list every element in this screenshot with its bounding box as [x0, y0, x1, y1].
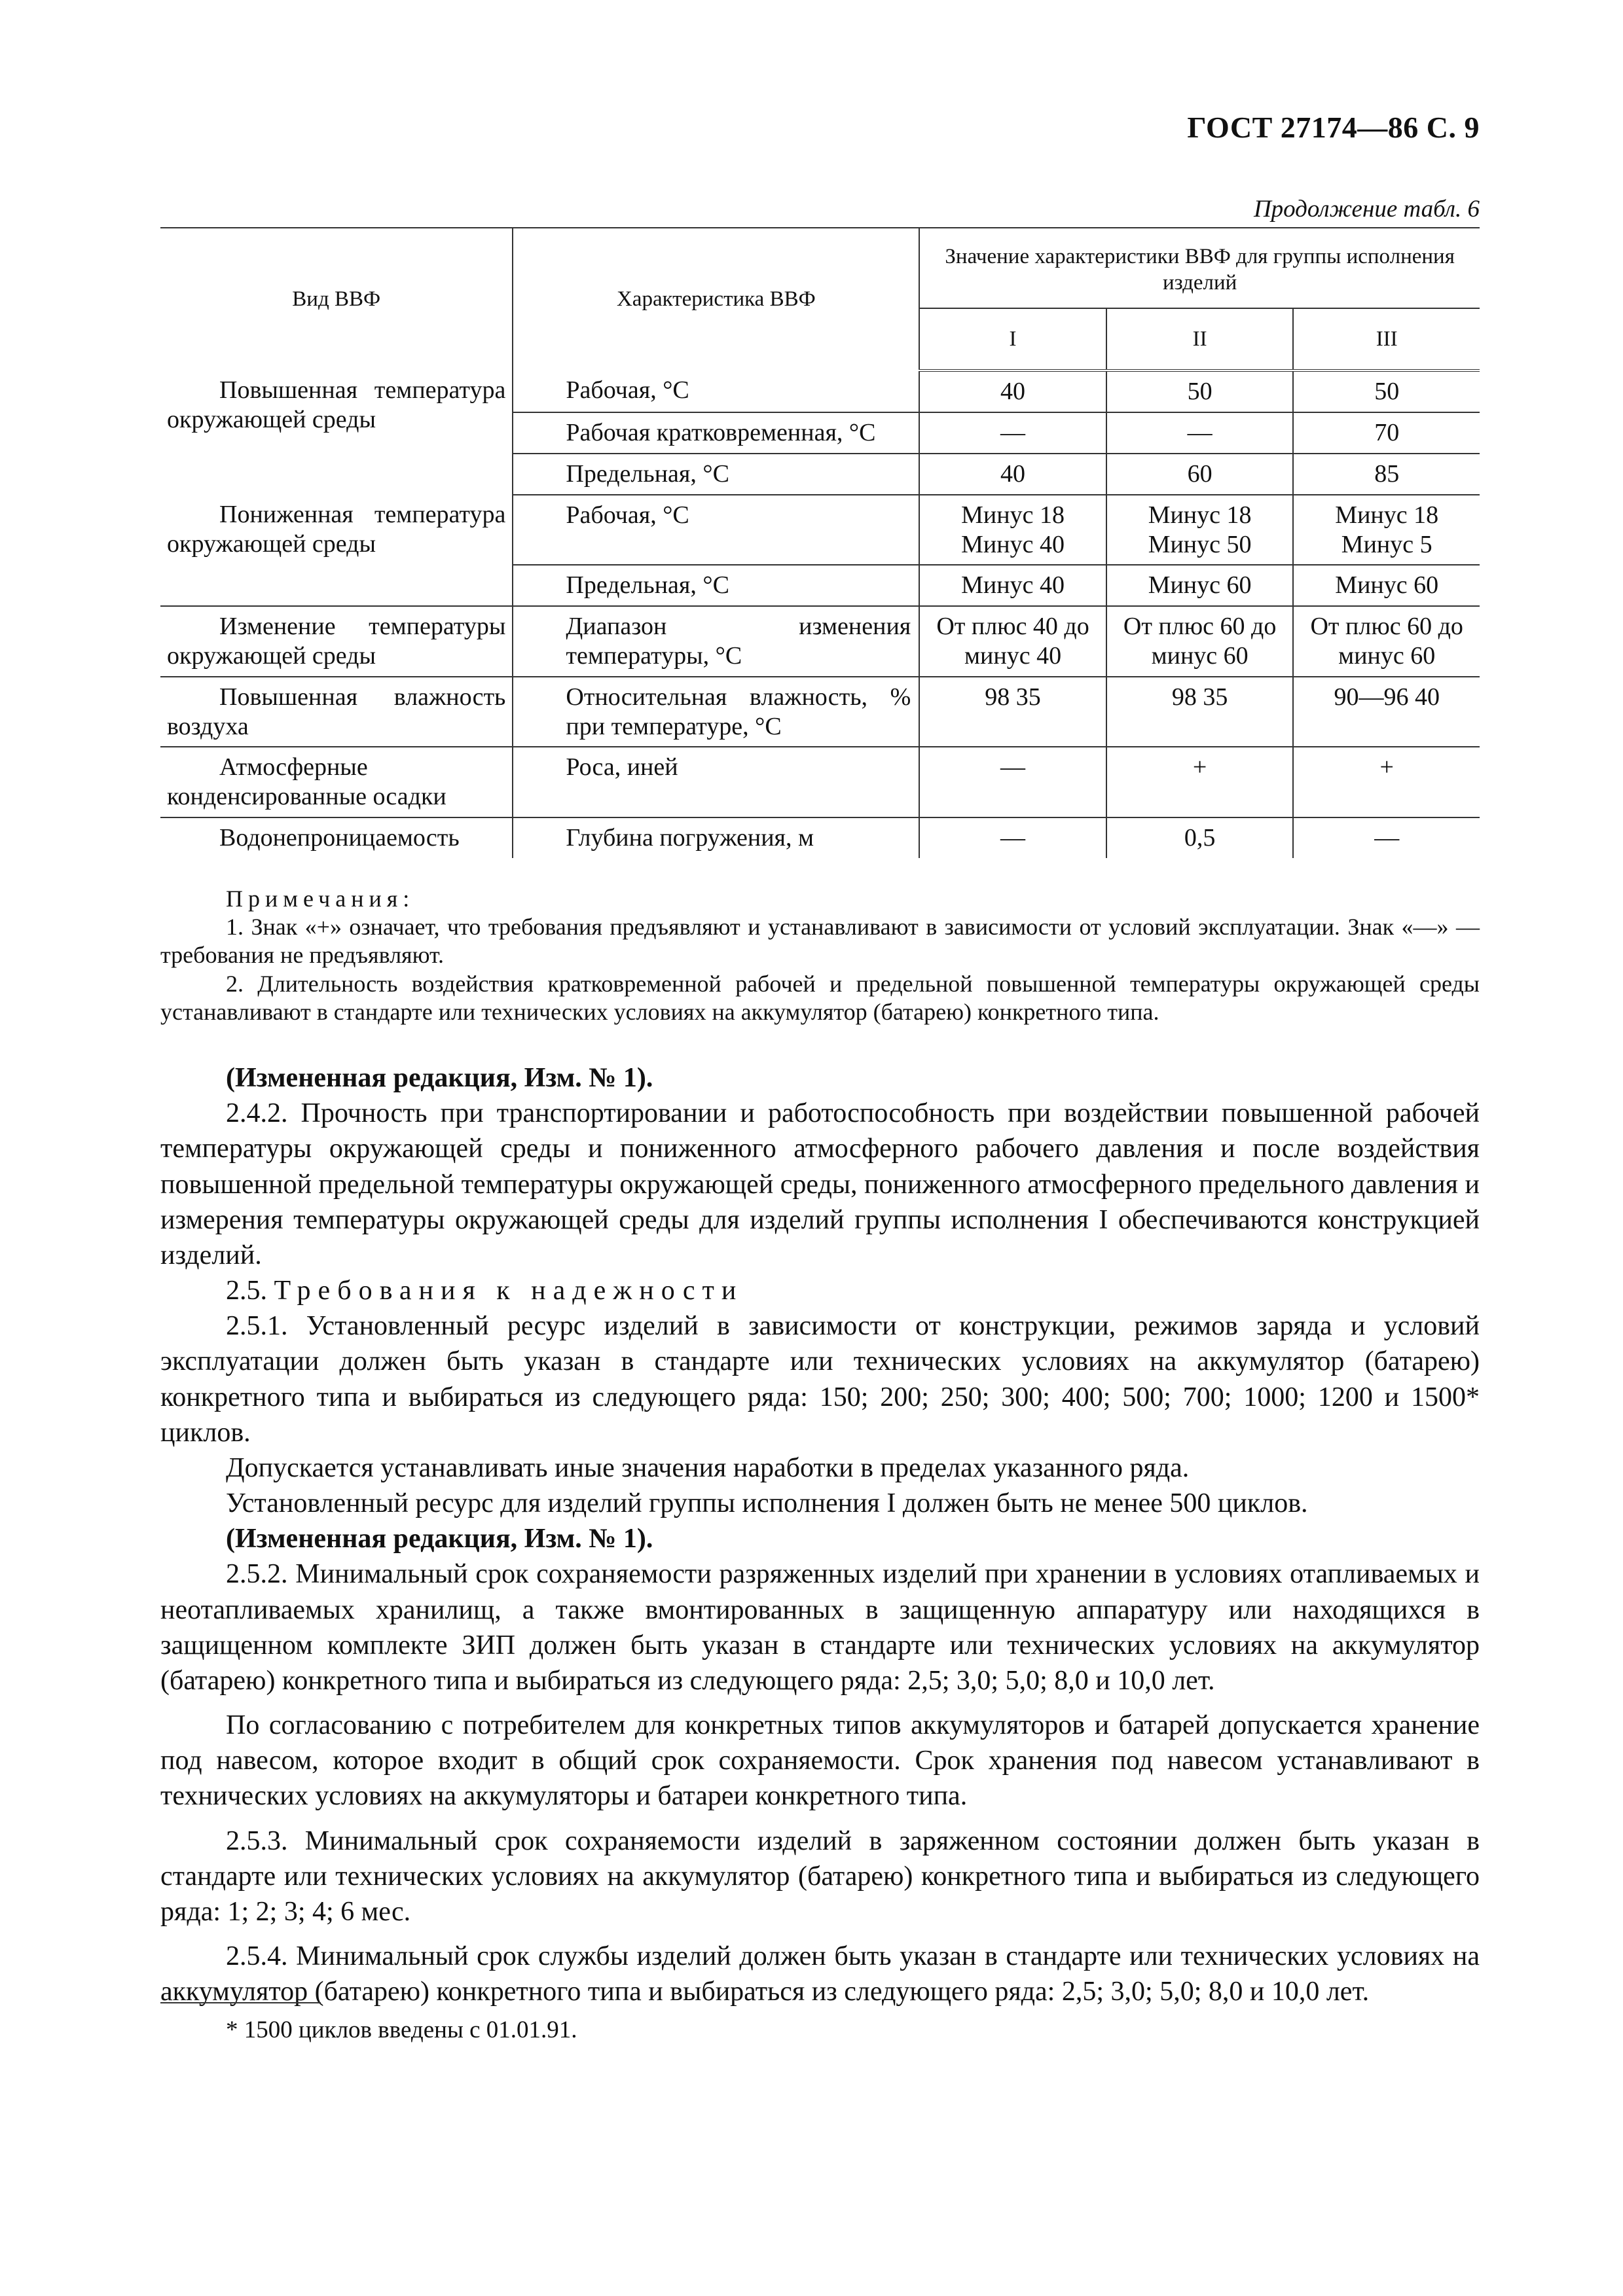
- paragraph-2-5-2-b: По согласованию с потребителем для конкретных типов аккумуляторов и батарей допускается хранение под навесом, которое входит в общий срок сохраняемости. Срок хранения под навесом устанавливают в технических условиях на аккумуляторы и батареи конкретного типа.: [160, 1710, 1480, 1812]
- cell-value: Минус 60: [1106, 565, 1294, 606]
- page-header: ГОСТ 27174—86 С. 9: [1187, 111, 1480, 144]
- table-row: [160, 747, 1480, 817]
- cell-value: 40: [919, 454, 1106, 495]
- col-header-group-2: II: [1106, 308, 1294, 370]
- cell-characteristic: Предельная, °С: [513, 565, 919, 606]
- cell-kind-text: Изменение температуры окружающей среды: [167, 613, 506, 670]
- cell-kind-text: Повышенная влажность воздуха: [167, 683, 506, 740]
- cell-value: 0,5: [1106, 817, 1294, 858]
- cell-value: 85: [1293, 454, 1480, 495]
- cell-value: Минус 40: [919, 565, 1106, 606]
- section-heading-2-5: [160, 1273, 1480, 1308]
- cell-value: +: [1106, 747, 1294, 817]
- col-header-value-group: Значение характеристики ВВФ для группы исполнения изделий: [919, 228, 1480, 308]
- cell-value: 40: [919, 370, 1106, 412]
- paragraph-2-5-3: 2.5.3. Минимальный срок сохраняемости изделий в заряженном состоянии должен быть указан в стандарте или технических условиях на аккумулятор (батарею) конкретного типа и выбираться из следующего ряда: 1; 2; 3; 4; 6 мес.: [160, 1825, 1480, 1927]
- table-row: [160, 495, 1480, 565]
- note-item: 2. Длительность воздействия кратковременной рабочей и предельной повышенной температуры окружающей среды устанавливают в стандарте или технических условиях на аккумулятор (батарею) конкретного типа.: [160, 970, 1480, 1025]
- section-number: 2.5.: [226, 1276, 267, 1306]
- cell-value: 50: [1106, 370, 1294, 412]
- spec-table: [160, 227, 1480, 858]
- paragraph-2-5-1-b: Допускается устанавливать иные значения наработки в пределах указанного ряда.: [226, 1452, 1190, 1483]
- paragraph-2-5-1: 2.5.1. Установленный ресурс изделий в зависимости от конструкции, режимов заряда и условий эксплуатации должен быть указан в стандарте или технических условиях на аккумулятор (батарею) конкретного типа и выбираться из следующего ряда: 150; 200; 250; 300; 400; 500; 700; 1000; 1200 и 1500* циклов.: [160, 1311, 1480, 1448]
- cell-value: +: [1293, 747, 1480, 817]
- table-row: [160, 370, 1480, 412]
- cell-value: Минус 18 Минус 40: [919, 495, 1106, 565]
- paragraph-2-5-4: 2.5.4. Минимальный срок службы изделий должен быть указан в стандарте или технических условиях на аккумулятор (батарею) конкретного типа и выбираться из следующего ряда: 2,5; 3,0; 5,0; 8,0 и 10,0 лет.: [160, 1941, 1480, 2007]
- section-title: Требования к надежности: [274, 1276, 744, 1306]
- cell-characteristic: Предельная, °С: [513, 454, 919, 495]
- cell-value: От плюс 60 до минус 60: [1293, 606, 1480, 677]
- cell-value: Минус 60: [1293, 565, 1480, 606]
- cell-kind-text: Пониженная температура окружающей среды: [167, 500, 506, 558]
- col-header-group-3: III: [1293, 308, 1480, 370]
- table-row: [160, 606, 1480, 677]
- cell-kind: [160, 817, 513, 858]
- col-header-kind: Вид ВВФ: [160, 228, 513, 370]
- cell-value: 50: [1293, 370, 1480, 412]
- cell-kind-text: Повышенная температура окружающей среды: [167, 376, 506, 434]
- cell-value: 90—96 40: [1293, 677, 1480, 747]
- cell-kind: [160, 747, 513, 817]
- footnote-rule: [160, 2002, 321, 2003]
- cell-kind-text: Атмосферные конденсированные осадки: [167, 753, 447, 811]
- paragraph-2-5-1-c: Установленный ресурс для изделий группы исполнения I должен быть не менее 500 циклов.: [226, 1488, 1308, 1519]
- cell-kind-text: Водонепроницаемость: [219, 824, 460, 852]
- table-row: [160, 817, 1480, 858]
- col-header-characteristic: Характеристика ВВФ: [513, 228, 919, 370]
- footnote: * 1500 циклов введены с 01.01.91.: [226, 2017, 577, 2043]
- cell-value: —: [1106, 412, 1294, 454]
- cell-characteristic: Относительная влажность, % при температуре, °С: [513, 677, 919, 747]
- cell-value: От плюс 40 до минус 40: [919, 606, 1106, 677]
- cell-value: 70: [1293, 412, 1480, 454]
- cell-value: —: [919, 412, 1106, 454]
- body-text: [160, 1060, 1480, 2009]
- cell-value: —: [1293, 817, 1480, 858]
- table-notes: [160, 885, 1480, 1026]
- cell-characteristic: Рабочая, °С: [513, 370, 919, 412]
- table-caption: Продолжение табл. 6: [1253, 196, 1480, 223]
- paragraph-2-4-2: 2.4.2. Прочность при транспортировании и работоспособность при воздействии повышенной рабочей температуры окружающей среды и пониженного атмосферного рабочего давления и после воздействия повышенной предельной температуры окружающей среды, пониженного атмосферного предельного давления и измерения температуры окружающей среды для изделий группы исполнения I обеспечиваются конструкцией изделий.: [160, 1098, 1480, 1270]
- cell-characteristic: Роса, иней: [513, 747, 919, 817]
- cell-kind: [160, 677, 513, 747]
- amendment-note: (Измененная редакция, Изм. № 1).: [226, 1524, 653, 1554]
- cell-value: 98 35: [1106, 677, 1294, 747]
- col-header-group-1: I: [919, 308, 1106, 370]
- cell-kind: [160, 370, 513, 494]
- notes-heading: Примечания:: [226, 886, 415, 912]
- cell-kind: [160, 606, 513, 677]
- cell-value: Минус 18 Минус 5: [1293, 495, 1480, 565]
- cell-value: 98 35: [919, 677, 1106, 747]
- cell-characteristic: Глубина погружения, м: [513, 817, 919, 858]
- cell-value: 60: [1106, 454, 1294, 495]
- cell-value: —: [919, 817, 1106, 858]
- paragraph-2-5-2: 2.5.2. Минимальный срок сохраняемости разряженных изделий при хранении в условиях отапливаемых и неотапливаемых хранилищ, а также вмонтированных в защищенную аппаратуру или находящихся в защищенном комплекте ЗИП должен быть указан в стандарте или технических условиях на аккумулятор (батарею) конкретного типа и выбираться из следующего ряда: 2,5; 3,0; 5,0; 8,0 и 10,0 лет.: [160, 1559, 1480, 1696]
- cell-characteristic: Диапазон изменения температуры, °С: [513, 606, 919, 677]
- cell-kind: [160, 495, 513, 606]
- cell-characteristic: Рабочая кратковременная, °С: [513, 412, 919, 454]
- table-row: [160, 677, 1480, 747]
- cell-value: Минус 18 Минус 50: [1106, 495, 1294, 565]
- cell-value: От плюс 60 до минус 60: [1106, 606, 1294, 677]
- note-item: 1. Знак «+» означает, что требования предъявляют и устанавливают в зависимости от условий эксплуатации. Знак «—» — требования не предъявляют.: [160, 914, 1480, 969]
- cell-characteristic: Рабочая, °С: [513, 495, 919, 565]
- amendment-note: (Измененная редакция, Изм. № 1).: [226, 1063, 653, 1093]
- cell-value: —: [919, 747, 1106, 817]
